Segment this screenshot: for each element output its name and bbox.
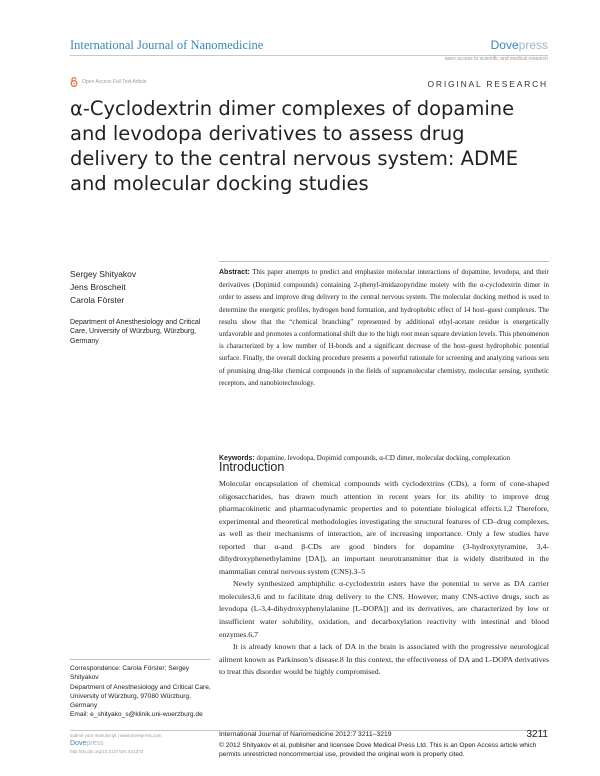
publisher-logo[interactable] [491, 38, 548, 52]
header-divider [70, 55, 548, 56]
submit-link[interactable]: submit your manuscript | www.dovepress.com [70, 733, 162, 738]
publisher-light: press [518, 38, 548, 52]
doi-link[interactable]: http://dx.doi.org/10.2147/IJN.S41373 [70, 749, 144, 754]
open-access-badge [70, 77, 146, 87]
correspondence-label: Correspondence: Carola Förster; Sergey Shityakov [70, 665, 190, 682]
section-label: ORIGINAL RESEARCH [427, 79, 548, 89]
paragraph: It is already known that a lack of DA in the brain is associated with the progressive neurological ailment known as Parkinson’s disease.8 In this context, the effectiveness of DA and L-DOPA derivatives to treat this disorder would be highly compromised. [219, 642, 549, 677]
abstract [219, 266, 549, 389]
author[interactable]: Carola Förster [70, 295, 125, 305]
author-list [70, 268, 136, 307]
journal-name[interactable]: International Journal of Nanomedicine [70, 38, 264, 52]
footer-publisher-logo[interactable] [70, 740, 161, 748]
publisher-bold: Dove [490, 38, 519, 52]
abstract-label: Abstract: [219, 269, 250, 276]
author[interactable]: Sergey Shityakov [70, 269, 137, 279]
publisher-tagline: open access to scientific and medical research [444, 56, 548, 62]
open-lock-icon [70, 77, 78, 87]
correspondence [70, 664, 215, 720]
keywords-text: dopamine, levodopa, Dopimid compounds, α-CD dimer, molecular docking, complexation [256, 454, 511, 462]
section-heading: Introduction [219, 460, 285, 474]
abstract-top-rule [219, 261, 549, 262]
correspondence-rule [70, 659, 210, 660]
page-number: 3211 [526, 729, 548, 740]
affiliation: Department of Anesthesiology and Critical Care, University of Würzburg, Würzburg, Germany [70, 319, 201, 345]
footer-citation: International Journal of Nanomedicine 2012:7 3211–3219 [219, 731, 392, 738]
keywords-label: Keywords: [219, 455, 255, 462]
abstract-text: This paper attempts to predict and emphasize molecular interactions of dopamine, levodopa, and their derivatives (Dopimid compounds) containing 2-phenyl-imidazopyridine moiety with the α-cyclodextrin dimer in order to assess and improve drug delivery to the central nervous system. The molecular docking method is used to determine the energetic profiles, hydrogen bond formation, and hydrophobic effect of 14 host–guest complexes. The results show that the “chemical branching” represented by additional ethyl-acetate residue is energetically unfavorable and promotes a conformational shift due to the high root mean square deviation levels. This phenomenon is characterized by a low number of H-bonds and a significant decrease of the host–guest hydrophobic potential surface. Finally, the overall docking procedure presents a powerful rationale for screening and analyzing various sets of promising drug-like chemical compounds in the fields of supramolecular chemistry, molecular sensing, synthetic receptors, and nanobiotechnology. [219, 268, 549, 387]
author[interactable]: Jens Broscheit [70, 282, 126, 292]
correspondence-address: Department of Anesthesiology and Critical Care, University of Würzburg, 97080 Würzburg, Germany [70, 683, 211, 710]
paragraph: Molecular encapsulation of chemical compounds with cyclodextrins (CDs), a form of cone-shaped oligosaccharides, has drawn much attention in recent years for its ability to improve drug pharmacokinetic and pharmacodynamic properties and to potentiate biological effects.1,2 Therefore, experimental and theoretical methodologies investigating the structural features of CD–drug complexes, as well as their mechanisms of interaction, are of increasing importance. Only a few studies have reported that α-and β-CDs are good binders for dopamine (3-hydroxytyramine, 3,4-dihydroxyphenethylamine [DA]), an important neurotransmitter that is widely distributed in the mammalian central nervous system (CNS).3–5 [219, 479, 549, 576]
introduction-body [219, 478, 549, 679]
copyright-notice: © 2012 Shityakov et al, publisher and licensee Dove Medical Press Ltd. This is an Open Access article which permits unrestricted noncommercial use, provided the original work is properly cited. [219, 742, 537, 758]
paragraph: Newly synthesized amphiphilic α-cyclodextrin esters have the potential to serve as DA carrier molecules3,6 and to facilitate drug delivery to the CNS. However, many CNS-active drugs, such as levodopa (L-3,4-dihydroxyphenylalanine [L-DOPA]) and its derivatives, are characterized by low or insufficient water solubility, oxidation, and decarboxylation reactivity with intestinal and blood enzymes.6,7 [219, 579, 549, 639]
footer-publisher-light: press [86, 740, 104, 747]
correspondence-email[interactable]: Email: e_shityako_s@klinik.uni-wuerzburg.de [70, 711, 203, 719]
article-title: α-Cyclodextrin dimer complexes of dopamine and levodopa derivatives to assess drug delivery to the central nervous system: ADME and molecular docking studies [70, 97, 519, 195]
footer-publisher-bold: Dove [70, 740, 87, 747]
open-access-label: Open Access Full Text Article [82, 79, 147, 85]
footer-left [70, 732, 161, 756]
